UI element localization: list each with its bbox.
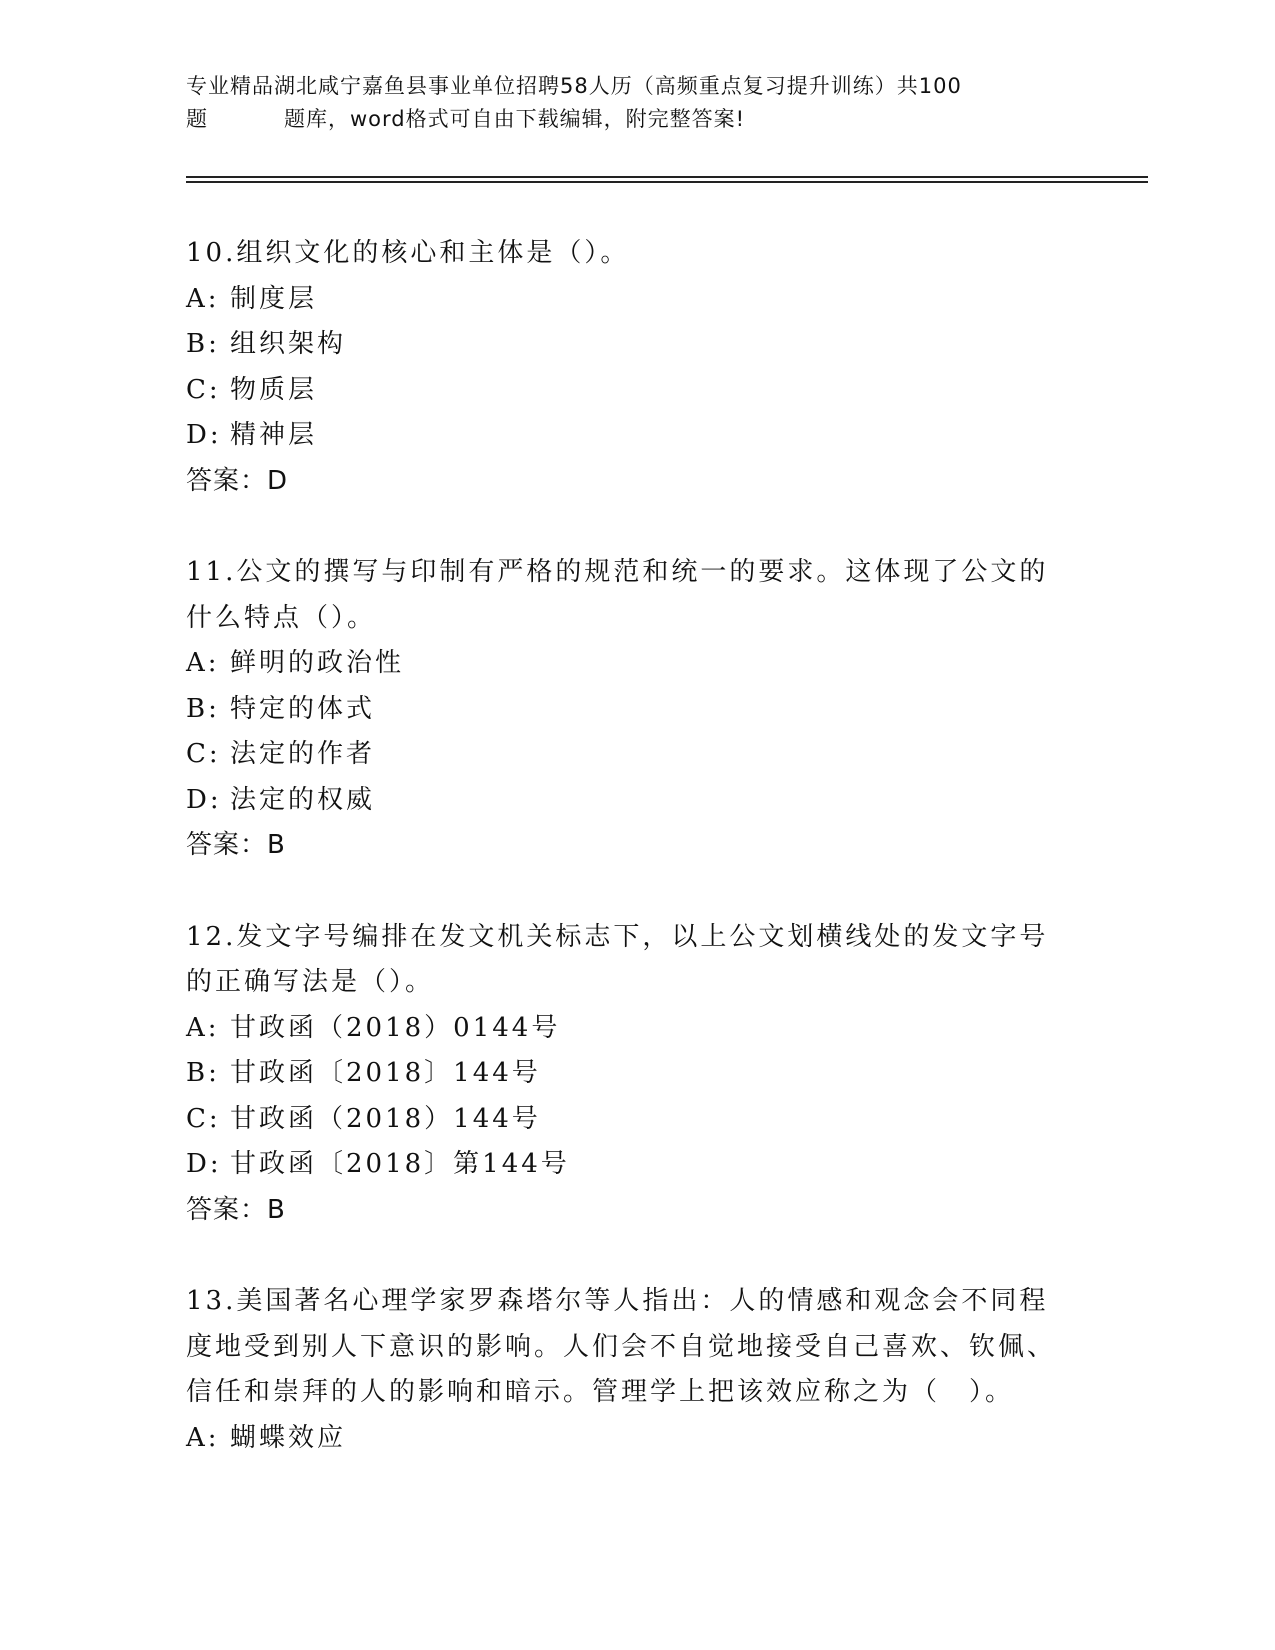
option-a bbox=[186, 641, 1086, 687]
document-header bbox=[186, 70, 1066, 136]
option-text: 甘政函（2018）0144号 bbox=[230, 1012, 561, 1043]
option-b bbox=[186, 687, 1086, 733]
option-key: A: bbox=[186, 1422, 220, 1453]
option-a bbox=[186, 277, 1086, 323]
option-key: C: bbox=[186, 374, 221, 405]
option-b bbox=[186, 1051, 1086, 1097]
option-c bbox=[186, 368, 1086, 414]
header-title-line2 bbox=[186, 103, 1066, 136]
option-d bbox=[186, 778, 1086, 824]
option-d bbox=[186, 1142, 1086, 1188]
question-text: 11.公文的撰写与印制有严格的规范和统一的要求。这体现了公文的什么特点（）。 bbox=[186, 557, 1049, 633]
option-key: A: bbox=[186, 648, 220, 678]
option-text: 精神层 bbox=[230, 420, 318, 450]
option-text: 甘政函〔2018〕第144号 bbox=[230, 1149, 570, 1179]
option-text: 蝴蝶效应 bbox=[230, 1422, 347, 1453]
option-a bbox=[186, 1416, 1086, 1462]
answer-line: 答案：D bbox=[186, 465, 289, 496]
option-text: 法定的作者 bbox=[230, 739, 376, 769]
option-a bbox=[186, 1006, 1086, 1052]
option-key: D: bbox=[186, 1149, 222, 1179]
option-text: 特定的体式 bbox=[230, 693, 376, 724]
option-c bbox=[186, 732, 1086, 778]
answer-line: 答案：B bbox=[186, 830, 286, 860]
header-title-line1: 专业精品湖北咸宁嘉鱼县事业单位招聘58人历（高频重点复习提升训练）共100 bbox=[186, 74, 962, 98]
question-text: 13.美国著名心理学家罗森塔尔等人指出：人的情感和观念会不同程度地受到别人下意识的影响。人们会不自觉地接受自己喜欢、钦佩、信任和崇拜的人的影响和暗示。管理学上把该效应称之为（ ）。 bbox=[186, 1286, 1057, 1407]
option-key: A: bbox=[186, 1012, 220, 1043]
option-key: B: bbox=[186, 693, 220, 724]
option-text: 物质层 bbox=[230, 374, 318, 405]
question-text: 10.组织文化的核心和主体是（）。 bbox=[186, 238, 630, 268]
option-key: D: bbox=[186, 420, 222, 450]
option-key: B: bbox=[186, 329, 220, 359]
option-key: B: bbox=[186, 1058, 220, 1088]
header-divider-bottom bbox=[186, 181, 1148, 183]
option-key: C: bbox=[186, 739, 221, 769]
option-c bbox=[186, 1097, 1086, 1143]
header-title-line2-rest: 题库，word格式可自由下载编辑，附完整答案! bbox=[284, 107, 746, 131]
option-text: 制度层 bbox=[230, 283, 318, 314]
option-key: D: bbox=[186, 784, 222, 815]
header-title-line2-lead: 题 bbox=[186, 107, 208, 131]
question-list bbox=[186, 231, 1086, 1507]
question-12 bbox=[186, 915, 1086, 1234]
option-text: 甘政函（2018）144号 bbox=[230, 1103, 541, 1134]
option-text: 甘政函〔2018〕144号 bbox=[230, 1058, 541, 1088]
option-text: 组织架构 bbox=[230, 329, 347, 359]
option-key: A: bbox=[186, 283, 220, 314]
question-10 bbox=[186, 231, 1086, 504]
question-13 bbox=[186, 1279, 1086, 1461]
option-d bbox=[186, 413, 1086, 459]
answer-line: 答案：B bbox=[186, 1194, 286, 1225]
option-key: C: bbox=[186, 1103, 221, 1134]
option-text: 鲜明的政治性 bbox=[230, 648, 405, 678]
option-text: 法定的权威 bbox=[230, 784, 376, 815]
header-divider-top bbox=[186, 176, 1148, 178]
option-b bbox=[186, 322, 1086, 368]
question-11 bbox=[186, 550, 1086, 869]
question-text: 12.发文字号编排在发文机关标志下，以上公文划横线处的发文字号的正确写法是（）。 bbox=[186, 921, 1049, 997]
